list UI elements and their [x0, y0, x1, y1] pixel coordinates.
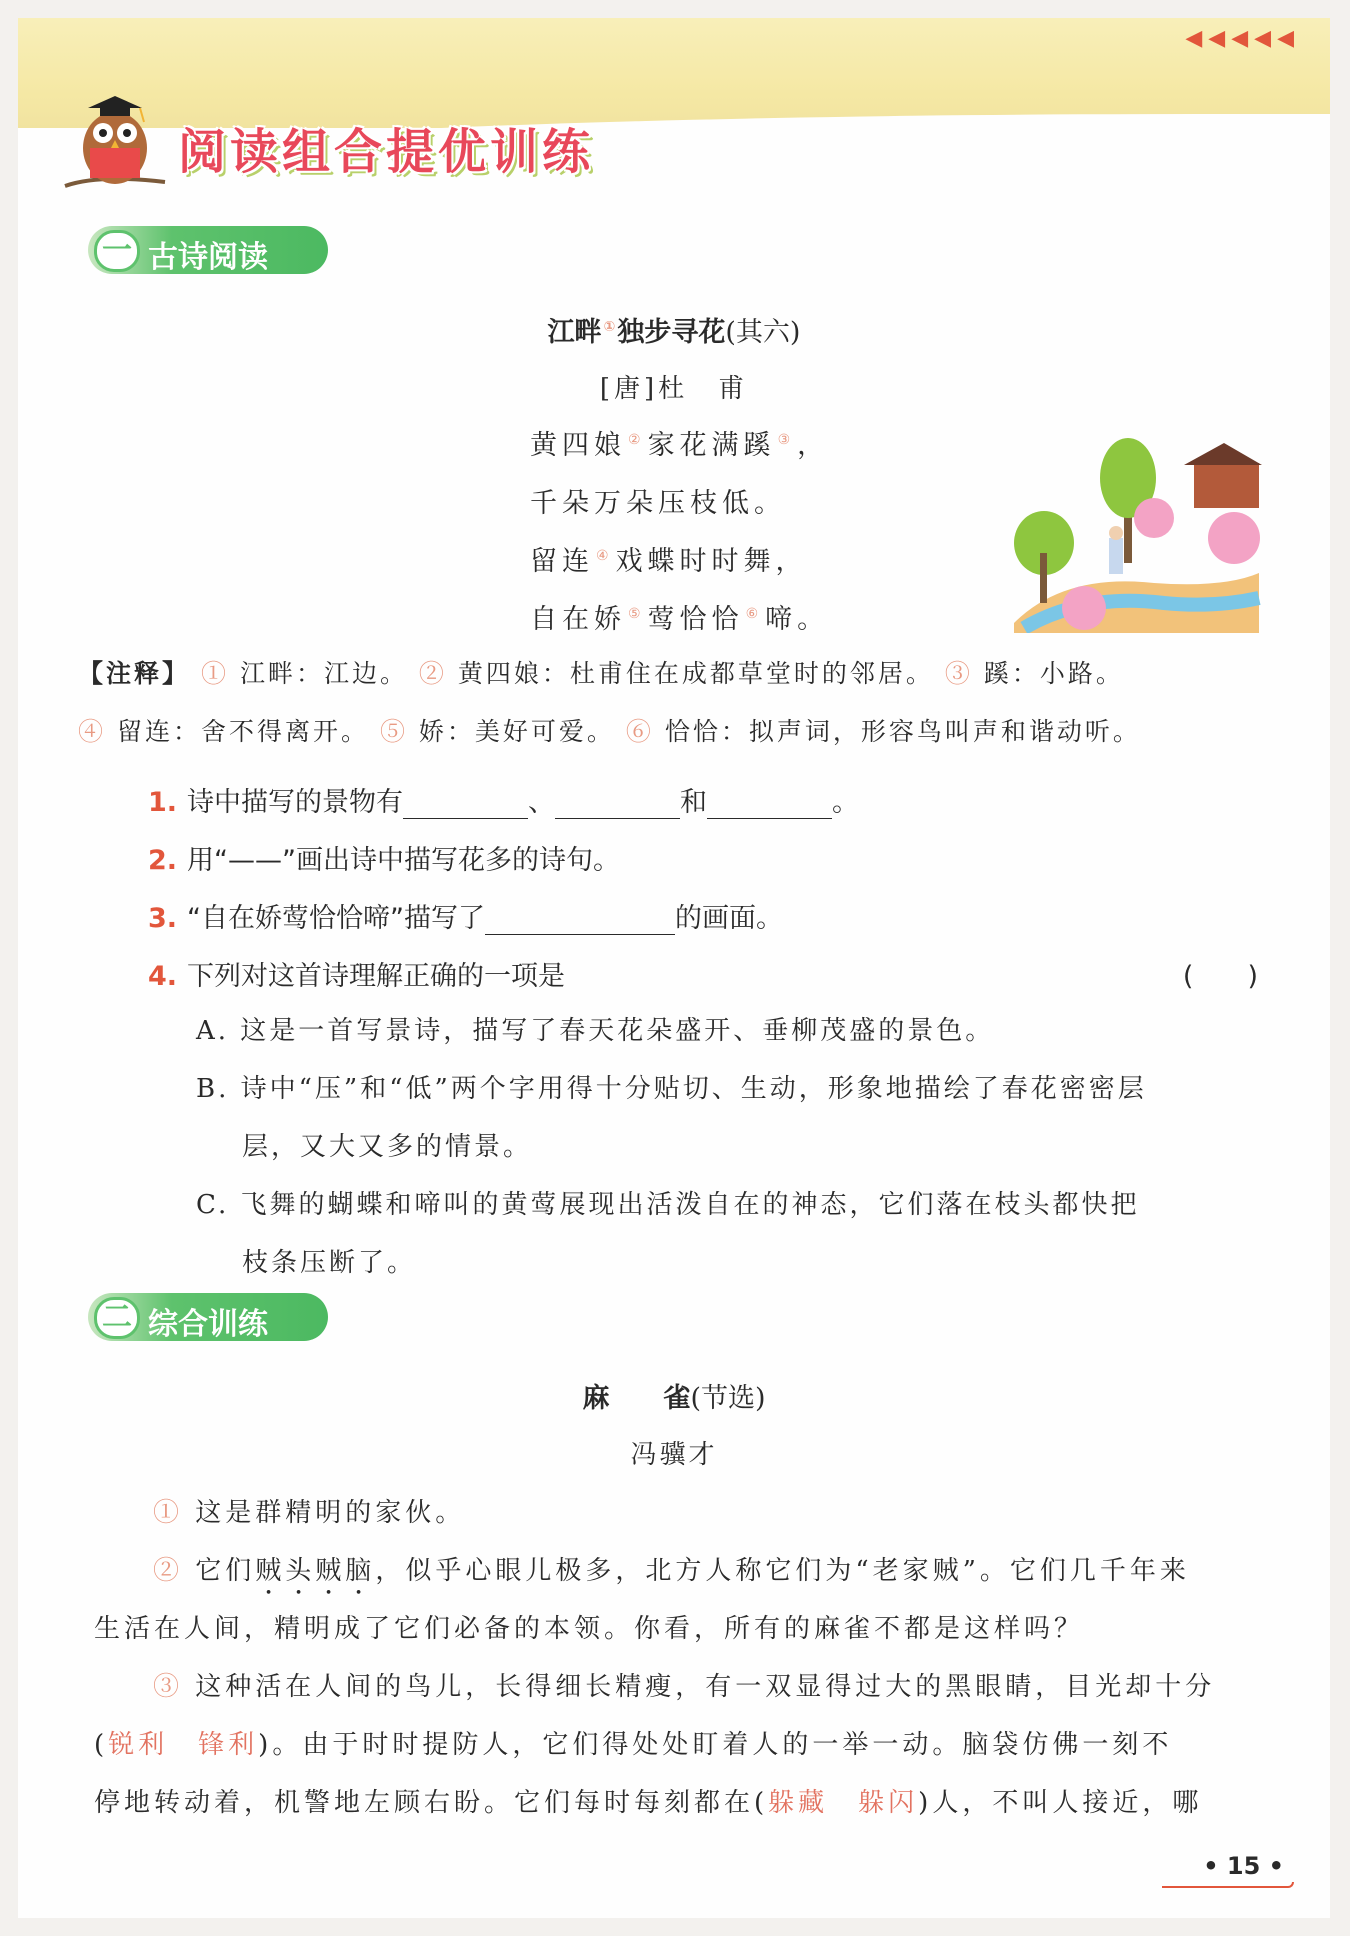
answer-blank[interactable]: [403, 790, 528, 819]
section-label: 古诗阅读: [148, 240, 268, 275]
section-label: 综合训练: [148, 1307, 268, 1342]
section-number: 一: [94, 230, 140, 272]
question-2: [148, 838, 620, 877]
question-text: 、: [528, 787, 556, 818]
paragraph-mark: ②: [153, 1556, 184, 1586]
poem-text: 啼。: [765, 604, 830, 635]
owl-mascot-icon: [60, 78, 170, 198]
answer-blank[interactable]: [555, 790, 680, 819]
footnote-mark: ⑥: [745, 606, 764, 622]
question-number: 1.: [148, 787, 178, 818]
poem-text: ，: [797, 430, 830, 461]
annotation-text: 恰恰：拟声词，形容鸟叫声和谐动听。: [664, 717, 1141, 746]
paragraph-2-cont: 生活在人间，精明成了它们必备的本领。你看，所有的麻雀不都是这样吗？: [94, 1614, 1085, 1644]
paragraph-text: 这种活在人间的鸟儿，长得细长精瘦，有一双显得过大的黑眼睛，目光却十分: [195, 1672, 1216, 1702]
header-banner: [18, 18, 1330, 128]
article-title-sub: (节选): [690, 1383, 766, 1414]
paragraph-text: (: [94, 1730, 109, 1760]
page: [18, 18, 1330, 1918]
annotation-mark: ⑥: [625, 717, 654, 746]
paragraph-3: [153, 1658, 1263, 1716]
question-4: [148, 954, 1258, 993]
footnote-mark: ③: [777, 432, 796, 448]
poem-line-2: 千朵万朵压枝低。: [530, 488, 786, 519]
poem-text: 留连: [530, 546, 594, 577]
paragraph-text: 它们: [195, 1556, 256, 1586]
poem-text: 莺恰恰: [647, 604, 744, 635]
paragraph-3-line-3: [94, 1774, 1264, 1832]
question-1: [148, 780, 859, 819]
section-tag-2: [88, 1293, 328, 1341]
arrow-decoration: ◀◀◀◀◀: [1185, 26, 1300, 51]
poem-text: 自在娇: [530, 604, 626, 635]
answer-blank[interactable]: [485, 906, 675, 935]
option-a: A. 这是一首写景诗，描写了春天花朵盛开、垂柳茂盛的景色。: [196, 1016, 995, 1046]
question-text: “自在娇莺恰恰啼”描写了: [187, 903, 486, 934]
poem-illustration-image: [1004, 423, 1264, 633]
question-number: 4.: [148, 961, 178, 992]
poem-text: 家花满蹊: [647, 430, 776, 461]
page-number-underline: [1162, 1882, 1294, 1888]
poem-line-4: [530, 597, 829, 636]
annotation-text: 江畔：江边。: [239, 659, 408, 688]
page-number: • 15 •: [1203, 1852, 1284, 1880]
annotation-text: 留连：舍不得离开。: [116, 717, 369, 746]
option-b-cont: 层，又大又多的情景。: [242, 1132, 533, 1162]
section-number: 二: [94, 1297, 140, 1339]
paragraph-2: [153, 1542, 1263, 1601]
poem-title: [18, 310, 1330, 349]
question-number: 3.: [148, 903, 178, 934]
poem-author: [唐]杜 甫: [599, 374, 749, 404]
word-choice[interactable]: 锐利 锋利: [108, 1730, 259, 1760]
option-b: B. 诗中“压”和“低”两个字用得十分贴切、生动，形象地描绘了春花密密层: [196, 1074, 1147, 1104]
poem-text: 戏蝶时时舞，: [615, 546, 808, 577]
annotation-mark: ②: [418, 659, 447, 688]
paragraph-text: )人，不叫人接近，哪: [918, 1788, 1203, 1818]
footnote-mark: ①: [603, 319, 616, 335]
poem-line-1: [530, 423, 829, 462]
paragraph-mark: ③: [153, 1672, 184, 1702]
annotation-mark: ④: [78, 717, 107, 746]
poem-title-sub: (其六): [725, 317, 801, 348]
footnote-mark: ②: [628, 432, 646, 448]
answer-bracket[interactable]: ( ): [1182, 961, 1258, 992]
question-text: 下列对这首诗理解正确的一项是: [187, 961, 566, 992]
annotation-text: 娇：美好可爱。: [418, 717, 615, 746]
article-title: [18, 1376, 1330, 1415]
paragraph-1: [153, 1484, 1323, 1542]
article-title-text: 麻 雀: [582, 1383, 691, 1414]
annotation-head: 【注释】: [78, 659, 191, 688]
question-text: 和: [680, 787, 708, 818]
annotation-text: 黄四娘：杜甫住在成都草堂时的邻居。: [457, 659, 934, 688]
paragraph-text: )。由于时时提防人，它们得处处盯着人的一举一动。脑袋仿佛一刻不: [258, 1730, 1173, 1760]
footnote-mark: ④: [596, 548, 614, 564]
question-text: 用“——”画出诗中描写花多的诗句。: [187, 845, 621, 876]
paragraph-3-line-2: [94, 1716, 1264, 1774]
section-tag-1: [88, 226, 328, 274]
poem-line-3: [530, 539, 808, 578]
question-number: 2.: [148, 845, 178, 876]
article-author: 冯骥才: [630, 1440, 718, 1470]
annotation-mark: ①: [200, 659, 229, 688]
option-c-cont: 枝条压断了。: [242, 1248, 417, 1278]
poem-title-part: 独步寻花: [617, 317, 726, 348]
word-choice[interactable]: 躲藏 躲闪: [768, 1788, 919, 1818]
question-text: 。: [832, 787, 860, 818]
annotation-block: [78, 645, 1258, 761]
question-text: 诗中描写的景物有: [187, 787, 404, 818]
paragraph-mark: ①: [153, 1498, 184, 1528]
footnote-mark: ⑤: [628, 606, 646, 622]
question-3: [148, 896, 783, 935]
page-title: 阅读组合提优训练: [178, 124, 595, 180]
question-text: 的画面。: [675, 903, 784, 934]
option-c: C. 飞舞的蝴蝶和啼叫的黄莺展现出活泼自在的神态，它们落在枝头都快把: [196, 1190, 1140, 1220]
poem-text: 黄四娘: [530, 430, 626, 461]
annotation-mark: ⑤: [379, 717, 408, 746]
annotation-mark: ③: [944, 659, 973, 688]
emphasized-phrase: 贼头贼脑: [255, 1556, 376, 1586]
answer-blank[interactable]: [707, 790, 832, 819]
paragraph-text: 停地转动着，机警地左顾右盼。它们每时每刻都在(: [94, 1788, 769, 1818]
poem-title-part: 江畔: [547, 317, 602, 348]
annotation-text: 蹊：小路。: [983, 659, 1124, 688]
paragraph-text: 这是群精明的家伙。: [195, 1498, 466, 1528]
paragraph-text: ，似乎心眼儿极多，北方人称它们为“老家贼”。它们几千年来: [375, 1556, 1190, 1586]
